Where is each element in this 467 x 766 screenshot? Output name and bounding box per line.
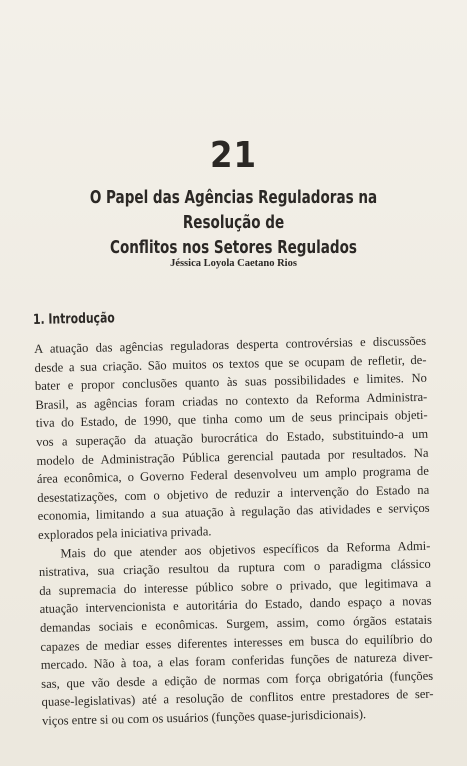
body-line: atuação intervencionista e autoritária do Estado, dando espaço a novas	[39, 594, 432, 617]
body-line: sas, que vão desde a edição de normas com força obrigatória (funções	[41, 668, 434, 691]
body-line: demandas sociais e econômicas. Surgem, assim, como órgãos estatais	[39, 612, 433, 635]
chapter-title-line-2: Conflitos nos Setores Regulados	[110, 238, 357, 258]
body-line: capazes de mediar esses diferentes interesses em busca do equilíbrio do	[40, 631, 433, 654]
section-heading: 1. Introdução	[32, 310, 115, 328]
body-line: desde a sua criação. São muitos os textos que se ocupam de refletir, de-	[34, 352, 427, 375]
body-line: Brasil, as agências foram criadas no contexto da Reforma Administra-	[35, 389, 428, 412]
body-line: explorados pela iniciativa privada.	[37, 524, 212, 542]
body-line: área econômica, o Governo Federal desenvolveu um amplo programa de	[36, 463, 429, 487]
body-line: tiva do Estado, de 1990, que tinha como um de seus principais objeti-	[35, 408, 428, 431]
chapter-author: Jéssica Loyola Caetano Rios	[170, 258, 297, 269]
body-line: desestatizações, com o objetivo de reduzir a intervenção do Estado na	[37, 482, 430, 505]
chapter-title	[50, 186, 417, 261]
body-line: viços entre si ou com os usuários (funções quase-jurisdicionais).	[41, 707, 367, 728]
body-line: economia, limitando a sua atuação à regulação das atividades e serviços	[37, 501, 430, 524]
body-line: mercado. Não à toa, a elas foram conferidas funções de natureza diver-	[40, 649, 433, 673]
body-text	[34, 332, 434, 731]
body-line: Mais do que atender aos objetivos específicos da Reforma Admi-	[60, 538, 431, 561]
body-line: da supremacia do interesse público sobre o privado, que legitimava a	[39, 575, 432, 598]
body-line: nistrativa, sua criação resultou da ruptura com o paradigma clássico	[38, 556, 431, 580]
body-line: bater e propor conclusões quanto às suas possibilidades e limites. No	[34, 370, 428, 394]
body-line: quase-legislativas) até a resolução de conflitos entre prestadores de ser-	[41, 686, 434, 710]
body-line: A atuação das agências reguladoras desperta controvérsias e discussões	[34, 333, 427, 356]
body-line: modelo de Administração Pública gerencial pautada por resultados. Na	[36, 445, 429, 468]
chapter-title-line-1: O Papel das Agências Reguladoras na Resolução de	[89, 188, 378, 233]
body-line: vos a superação da atuação burocrática do Estado, substituindo-a um	[35, 426, 429, 449]
chapter-number: 21	[209, 135, 258, 176]
